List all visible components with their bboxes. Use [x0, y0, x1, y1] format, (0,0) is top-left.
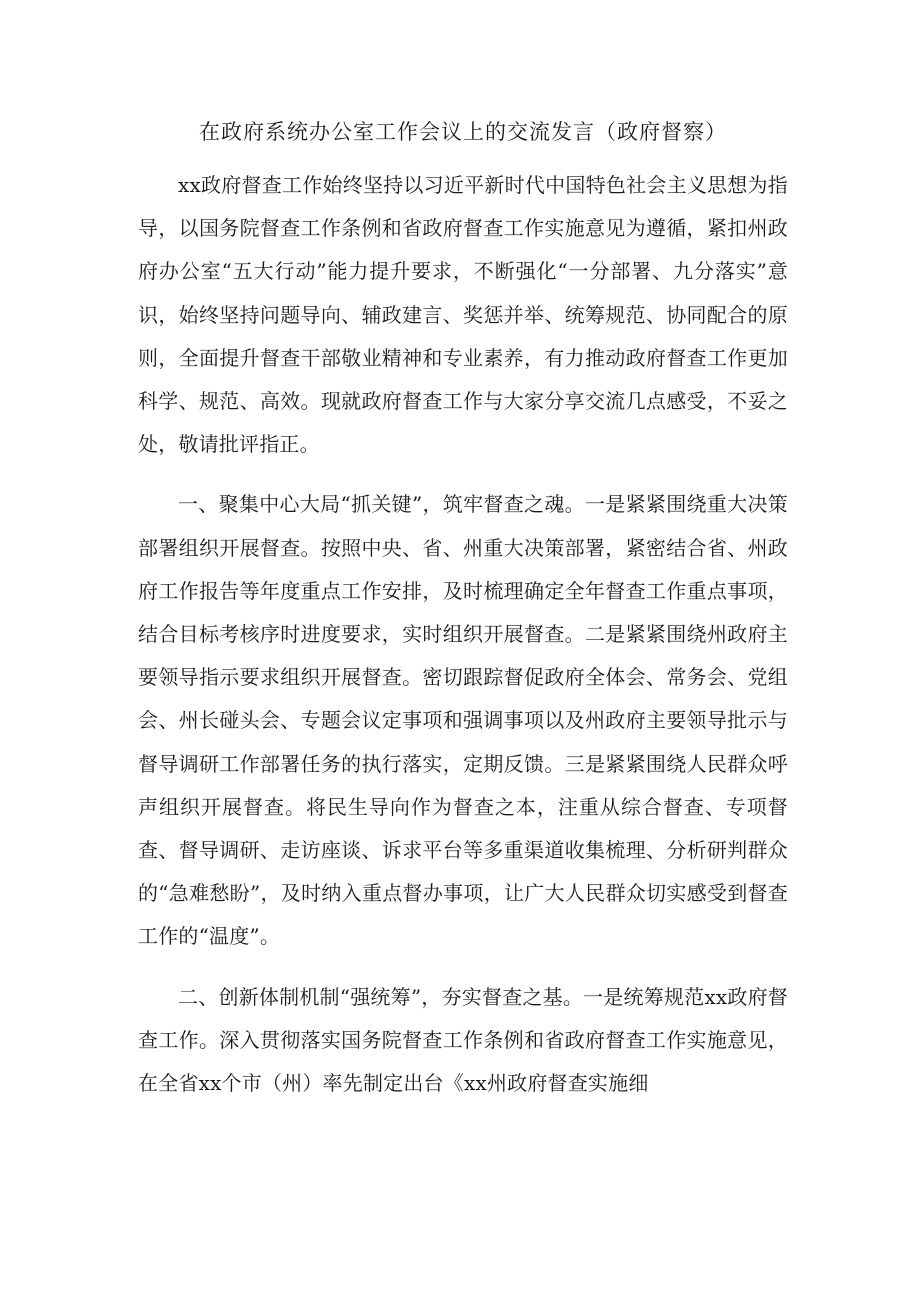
document-body: [138, 112, 788, 1105]
document-title: 在政府系统办公室工作会议上的交流发言（政府督察）: [199, 120, 727, 144]
paragraph-section-two: 二、创新体制机制“强统筹”，夯实督查之基。一是统筹规范xx政府督查工作。深入贯彻落实国务院督查工作条例和省政府督查工作实施意见，在全省xx个市（州）率先制定出台《xx州政府督查实施细: [138, 984, 788, 1096]
paragraph-section-one: 一、聚集中心大局“抓关键”，筑牢督查之魂。一是紧紧围绕重大决策部署组织开展督查。按照中央、省、州重大决策部署，紧密结合省、州政府工作报告等年度重点工作安排，及时梳理确定全年督查工作重点事项，结合目标考核序时进度要求，实时组织开展督查。二是紧紧围绕州政府主要领导指示要求组织开展督查。密切跟踪督促政府全体会、常务会、党组会、州长碰头会、专题会议定事项和强调事项以及州政府主要领导批示与督导调研工作部署任务的执行落实，定期反馈。三是紧紧围绕人民群众呼声组织开展督查。将民生导向作为督查之本，注重从综合督查、专项督查、督导调研、走访座谈、诉求平台等多重渠道收集梳理、分析研判群众的“急难愁盼”，及时纳入重点督办事项，让广大人民群众切实感受到督查工作的“温度”。: [138, 492, 788, 949]
paragraph-intro: xx政府督查工作始终坚持以习近平新时代中国特色社会主义思想为指导，以国务院督查工作条例和省政府督查工作实施意见为遵循，紧扣州政府办公室“五大行动”能力提升要求，不断强化“一分部署、九分落实”意识，始终坚持问题导向、辅政建言、奖惩并举、统筹规范、协同配合的原则，全面提升督查干部敬业精神和专业素养，有力推动政府督查工作更加科学、规范、高效。现就政府督查工作与大家分享交流几点感受，不妥之处，敬请批评指正。: [138, 173, 788, 457]
